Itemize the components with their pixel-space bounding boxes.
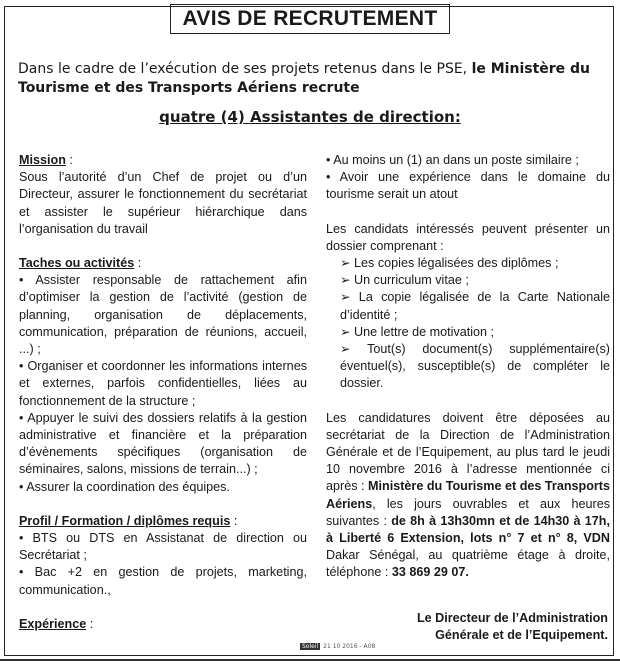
candidatures-ministry: Ministère du Tourisme et des Transports Aériens [326, 479, 610, 511]
mission-section [19, 152, 307, 238]
mission-text: Sous l’autorité d’un Chef de projet ou d’un Directeur, assurer le fonctionnement du secrétariat et assister le supérieur hiérarchique dans l’organisation du travail [19, 170, 307, 236]
signature-block [417, 610, 608, 644]
footer-date: 21 10 2016 - A08 [323, 643, 376, 650]
taches-item: • Organiser et coordonner les informations internes et externes, parfois confidentielles, liées au fonctionnement de la structure ; [19, 359, 307, 408]
intro-bold-text: le Ministère du Tourisme et des Transports Aériens recrute [18, 61, 591, 96]
experience-heading: Expérience [19, 616, 87, 631]
intro-text: Dans le cadre de l’exécution de ses projets retenus dans le PSE, [18, 61, 472, 77]
newspaper-logo: Soleil [302, 643, 319, 650]
dossier-intro: Les candidats intéressés peuvent présenter un dossier comprenant : [326, 221, 610, 253]
dossier-item: ➢ Les copies légalisées des diplômes ; [340, 256, 559, 271]
mission-colon: : [65, 153, 73, 167]
newspaper-footer [300, 643, 375, 650]
candidatures-paragraph [326, 410, 610, 582]
taches-item: • Assister responsable de rattachement afin d’optimiser la gestion de l’activité (gestion de planning, organisation de déplacements, communication, préparation de réunions, accueil, ...) ; [19, 273, 307, 357]
taches-colon: : [134, 256, 142, 271]
experience-colon: : [86, 616, 94, 631]
profil-colon: : [230, 513, 238, 528]
right-column [326, 152, 610, 582]
candidatures-text: , les jours ouvrables et aux heures suivantes : [326, 496, 610, 528]
experience-item: • Au moins un (1) an dans un poste similaire ; [326, 153, 579, 167]
signature-line: Le Directeur de l’Administration [416, 611, 608, 625]
profil-section [19, 513, 307, 599]
mission-heading: Mission [19, 153, 66, 167]
profil-item: • BTS ou DTS en Assistanat de direction ou Secrétariat ; [19, 531, 307, 563]
intro-paragraph [18, 60, 606, 98]
taches-section [19, 255, 307, 496]
dossier-item: ➢ Un curriculum vitae ; [340, 273, 469, 288]
profil-item: • Bac +2 en gestion de projets, marketing, communication., [19, 565, 307, 597]
dossier-item: ➢ Une lettre de motivation ; [340, 324, 495, 339]
bottom-divider [0, 659, 620, 661]
left-column [19, 152, 307, 633]
experience-item: • Avoir une expérience dans le domaine du tourisme serait un atout [326, 170, 610, 202]
taches-item: • Appuyer le suivi des dossiers relatifs à la gestion administrative et financière et la préparation d’évènements spécifiques (organisation de séminaires, salons, missions de terrain...) ; [19, 410, 307, 477]
dossier-item: ➢ Tout(s) document(s) supplémentaire(s) éventuel(s), susceptible(s) de compléter le dossier. [340, 342, 610, 391]
signature-line: Générale et de l’Equipement. [435, 628, 608, 642]
candidatures-text: Dakar Sénégal, au quatrième étage à droite, téléphone : [326, 548, 610, 580]
position-subtitle: quatre (4) Assistantes de direction: [159, 108, 461, 126]
notice-title: AVIS DE RECRUTEMENT [170, 4, 450, 34]
candidatures-phone: 33 869 29 07. [391, 565, 469, 580]
candidatures-hours-address: de 8h à 13h30mn et de 14h30 à 17h, à Liberté 6 Extension, lots n° 7 et n° 8, VDN [326, 513, 610, 546]
dossier-item: ➢ La copie légalisée de la Carte Nationale d’identité ; [340, 290, 610, 322]
candidatures-text: Les candidatures doivent être déposées au secrétariat de la Direction de l’Administration Générale et de l’Equipement, au plus tard le jeudi 10 novembre 2016 à l’adresse mentionnée ci après : [326, 410, 610, 494]
experience-section [19, 616, 307, 633]
profil-heading: Profil / Formation / diplômes requis [19, 513, 231, 528]
taches-item: • Assurer la coordination des équipes. [19, 479, 230, 494]
taches-heading: Taches ou activités [19, 256, 135, 271]
